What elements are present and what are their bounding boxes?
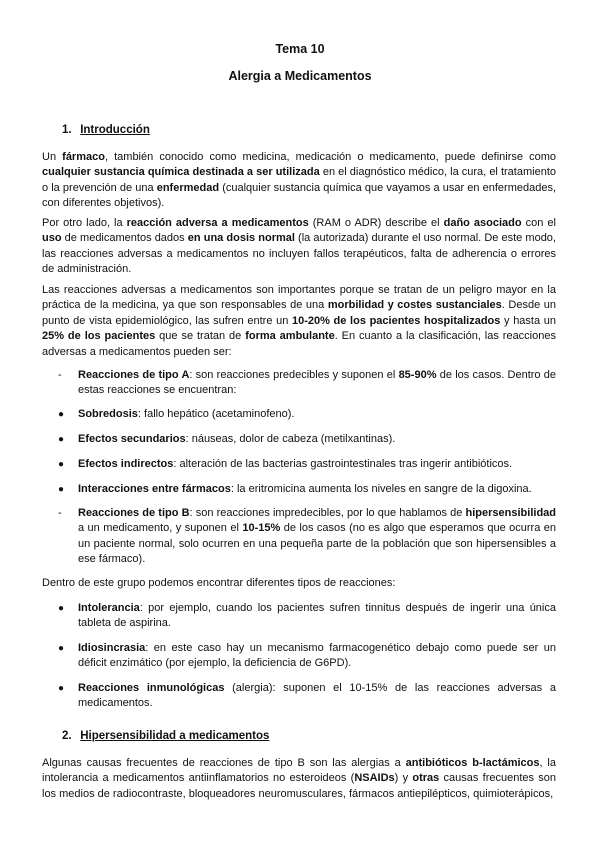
- intro-paragraph-1: [42, 150, 556, 212]
- list-item-tipo-a: [58, 368, 557, 399]
- text-bold: uso: [42, 232, 62, 245]
- text-run: : fallo hepático (acetaminofeno).: [137, 408, 295, 420]
- hypersensitivity-paragraph-1: [42, 756, 556, 802]
- list-item-intolerancia: [58, 601, 556, 632]
- text-run: (alergia): suponen el 10-15% de las reacciones adversas a medicamentos.: [78, 682, 556, 710]
- text-run: : son reacciones predecibles y suponen el: [189, 369, 399, 381]
- text-bold: NSAIDs: [354, 772, 395, 785]
- list-item-efectos-indirectos: [58, 457, 556, 472]
- text-bold: Reacciones inmunológicas: [78, 682, 225, 694]
- section-heading-hipersensibilidad: [62, 730, 269, 742]
- intro-paragraph-3: [42, 283, 556, 360]
- text-run: Las reacciones adversas a medicamentos son importantes porque se tratan de un peligro mayor en la práctica de la medicina, ya que son responsables de una: [42, 284, 556, 312]
- text-run: (la autorizada) durante el uso normal. De este modo, las reacciones adversas a medicamentos no incluyen fallos terapéuticos, falta de adherencia o errores de administración.: [42, 232, 556, 276]
- text-bold: 25% de los pacientes: [42, 330, 156, 343]
- list-item-tipo-b: [58, 506, 557, 568]
- text-bold: reacción adversa a medicamentos: [126, 217, 309, 229]
- bullet-icon: ●: [58, 409, 65, 420]
- text-bold: 10-15%: [242, 522, 281, 535]
- text-run: en el diagnóstico médico, la cura, el tratamiento o la prevención de una: [42, 166, 556, 194]
- text-run: de medicamentos dados: [61, 232, 188, 245]
- section-title: Hipersensibilidad a medicamentos: [80, 730, 270, 742]
- text-run: : alteración de las bacterias gastrointestinales tras ingerir antibióticos.: [173, 458, 513, 470]
- list-item-efectos-secundarios: [58, 432, 556, 447]
- list-item-inmunologicas: [58, 681, 556, 712]
- text-bold: forma ambulante: [245, 330, 335, 343]
- text-run: . En cuanto a la clasificación, las reacciones adversas a medicamentos pueden ser:: [42, 330, 556, 358]
- text-run: de los casos. Dentro de estas reacciones se encuentran:: [78, 369, 557, 397]
- list-item-sobredosis: [58, 407, 556, 422]
- text-run: a un medicamento, y suponen el: [78, 522, 243, 535]
- text-bold: Efectos secundarios: [78, 433, 186, 445]
- page-subtitle: Alergia a Medicamentos: [228, 69, 372, 83]
- text-bold: morbilidad y costes sustanciales: [327, 299, 502, 312]
- text-run: Algunas causas frecuentes de reacciones de tipo B son las alergias a: [42, 757, 406, 769]
- section-heading-introduccion: [62, 124, 150, 136]
- text-bold: 85-90%: [398, 369, 437, 381]
- text-bold: enfermedad: [156, 181, 220, 194]
- text-run: de los casos (no es algo que esperamos que ocurra en un paciente normal, solo ocurren en una pequeña parte de la población que son hipersensibles a ese fármaco).: [78, 522, 557, 566]
- list-item-idiosincrasia: [58, 641, 556, 672]
- text-run: ) y: [394, 772, 413, 785]
- text-run: (RAM o ADR) describe el: [308, 217, 444, 229]
- text-run: causas frecuentes son los medios de radiocontraste, bloqueadores neuromusculares, fármacos antiepilépticos, quimioterápicos,: [42, 772, 556, 800]
- bullet-icon: ●: [58, 643, 65, 654]
- text-run: Por otro lado, la: [42, 217, 127, 229]
- bullet-icon: ●: [58, 434, 65, 445]
- text-bold: Reacciones de tipo B: [78, 507, 190, 519]
- text-bold: 10-20% de los pacientes hospitalizados: [291, 314, 501, 327]
- text-bold: daño asociado: [443, 217, 522, 229]
- bullet-icon: ●: [58, 459, 65, 470]
- text-run: : por ejemplo, cuando los pacientes sufren tinnitus después de ingerir una única tableta de aspirina.: [78, 602, 556, 630]
- text-bold: hipersensibilidad: [465, 507, 556, 519]
- bullet-icon: ●: [58, 683, 65, 694]
- intro-paragraph-2: [42, 216, 556, 278]
- text-run: que se tratan de: [155, 330, 246, 343]
- text-run: : la eritromicina aumenta los niveles en sangre de la digoxina.: [230, 483, 532, 495]
- text-bold: Sobredosis: [78, 408, 138, 420]
- text-run: , la intolerancia a medicamentos antiinflamatorios no esteroideos (: [42, 757, 556, 785]
- text-bold: Idiosincrasia: [78, 642, 146, 654]
- dash-marker: -: [58, 507, 62, 519]
- list-item-interacciones: [58, 482, 556, 497]
- text-run: (cualquier sustancia química que vayamos a usar en enfermedades, con diferentes objetivos).: [42, 181, 556, 210]
- text-bold: cualquier sustancia química destinada a ser utilizada: [42, 166, 320, 179]
- text-run: : náuseas, dolor de cabeza (metilxantinas).: [185, 433, 396, 445]
- text-run: y hasta un: [500, 314, 556, 327]
- text-run: : en este caso hay un mecanismo farmacogenético debajo como puede ser un déficit enzimático (por ejemplo, la deficiencia de G6PD).: [78, 642, 556, 670]
- text-bold: en una dosis normal: [187, 232, 295, 245]
- text-run: , también conocido como medicina, medicación o medicamento, puede definirse como: [104, 151, 556, 163]
- page-title: Tema 10: [275, 42, 325, 56]
- text-bold: fármaco: [62, 151, 105, 163]
- text-bold: otras: [412, 772, 440, 785]
- text-bold: Efectos indirectos: [78, 458, 174, 470]
- text-run: . Desde un punto de vista epidemiológico, las sufren entre un: [42, 299, 557, 327]
- section-title: Introducción: [80, 124, 150, 136]
- text-run: : son reacciones impredecibles, por lo que hablamos de: [189, 507, 466, 519]
- text-bold: antibióticos b-lactámicos: [405, 757, 540, 769]
- text-run: con el: [521, 217, 556, 229]
- text-bold: Intolerancia: [78, 602, 140, 614]
- group-intro-paragraph: Dentro de este grupo podemos encontrar diferentes tipos de reacciones:: [42, 577, 396, 589]
- section-number: 1.: [62, 124, 72, 136]
- bullet-icon: ●: [58, 484, 65, 495]
- section-number: 2.: [62, 730, 72, 742]
- text-run: Un: [42, 151, 63, 163]
- text-bold: Reacciones de tipo A: [78, 369, 190, 381]
- text-bold: Interacciones entre fármacos: [78, 483, 231, 495]
- bullet-icon: ●: [58, 603, 65, 614]
- dash-marker: -: [58, 369, 62, 381]
